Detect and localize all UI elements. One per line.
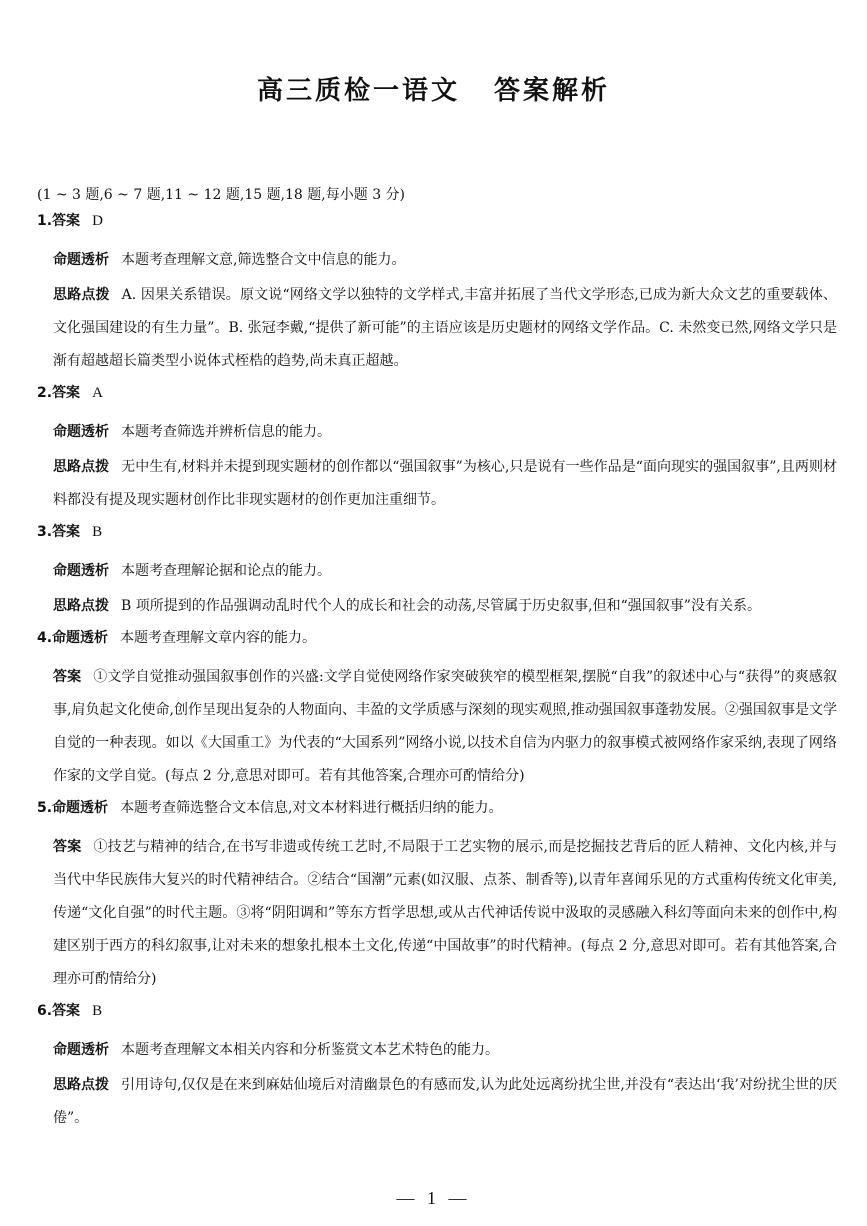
answer-row: 答案 ①文学自觉推动强国叙事创作的兴盛:文学自觉使网络作家突破狭窄的模型框架,摆脱“自我”的叙述中心与“获得”的爽感叙事,肩负起文化使命,创作呈现出复杂的人物面向、丰盈的文学质感与深刻的现实观照,推动强国叙事蓬勃发展。②强国叙事是文学自觉的一种表现。如以《大国重工》为代表的“大国系列”网络小说,以技术自信为内驱力的叙事模式被网络作家采纳,表现了网络作家的文学自觉。(每点 2 分,意思对即可。若有其他答案,合理亦可酌情给分) (53, 669, 837, 784)
title-right: 答案解析 (494, 76, 611, 106)
page-number: — 1 — (396, 1188, 471, 1208)
question-header: 1.答案 D (37, 213, 103, 229)
question-header: 3.答案 B (37, 524, 103, 540)
question-header: 2.答案 A (37, 385, 103, 401)
analysis-row: 命题透析 本题考查筛选并辨析信息的能力。 (53, 424, 331, 440)
page-title (0, 70, 867, 107)
question-4 (37, 627, 837, 793)
answer-row: 答案 ①技艺与精神的结合,在书写非遗或传统工艺时,不局限于工艺实物的展示,而是挖掘技艺背后的匠人精神、文化内核,并与当代中华民族伟大复兴的时代精神结合。②结合“国潮”元素(如汉服、点茶、制香等),以青年喜闻乐见的方式重构传统文化审美,传递“文化自强”的时代主题。③将“阴阳调和”等东方哲学思想,或从古代神话传说中汲取的灵感融入科幻等面向未来的创作中,构建区别于西方的科幻叙事,让对未来的想象扎根本土文化,传递“中国故事”的时代精神。(每点 2 分,意思对即可。若有其他答案,合理亦可酌情给分) (53, 839, 837, 987)
analysis-row: 思路点拨 B 项所提到的作品强调动乱时代个人的成长和社会的动荡,尽管属于历史叙事,但和“强国叙事”没有关系。 (53, 598, 761, 614)
analysis-row: 思路点拨 引用诗句,仅仅是在来到麻姑仙境后对清幽景色的有感而发,认为此处远离纷扰尘世,并没有“表达出‘我’对纷扰尘世的厌倦”。 (53, 1077, 838, 1126)
question-header: 4.命题透析 本题考查理解文章内容的能力。 (37, 630, 317, 646)
scoring-scope: (1 ~ 3 题,6 ~ 7 题,11 ~ 12 题,15 题,18 题,每小题 3 分) (37, 187, 406, 203)
question-1 (37, 210, 837, 378)
analysis-row: 命题透析 本题考查理解论据和论点的能力。 (53, 563, 331, 579)
question-6 (37, 1000, 837, 1135)
question-2 (37, 382, 837, 517)
analysis-row: 命题透析 本题考查理解文意,筛选整合文中信息的能力。 (53, 252, 406, 268)
analysis-row: 思路点拨 A. 因果关系错误。原文说“网络文学以独特的文学样式,丰富并拓展了当代文学形态,已成为新大众文艺的重要载体、文化强国建设的有生力量”。B. 张冠李戴,“提供了新可能”的主语应该是历史题材的网络文学作品。C. 未然变已然,网络文学只是渐有超越超长篇类型小说体式桎梏的趋势,尚未真正超越。 (53, 287, 837, 369)
question-header: 6.答案 B (37, 1003, 103, 1019)
analysis-row: 思路点拨 无中生有,材料并未提到现实题材的创作都以“强国叙事”为核心,只是说有一些作品是“面向现实的强国叙事”,且两则材料都没有提及现实题材创作比非现实题材的创作更加注重细节。 (53, 459, 838, 508)
question-header: 5.命题透析 本题考查筛选整合文本信息,对文本材料进行概括归纳的能力。 (37, 800, 503, 816)
analysis-row: 命题透析 本题考查理解文本相关内容和分析鉴赏文本艺术特色的能力。 (53, 1042, 499, 1058)
answer-content (37, 184, 837, 1135)
question-3 (37, 521, 837, 623)
question-5 (37, 797, 837, 996)
title-left: 高三质检一语文 (256, 76, 460, 106)
